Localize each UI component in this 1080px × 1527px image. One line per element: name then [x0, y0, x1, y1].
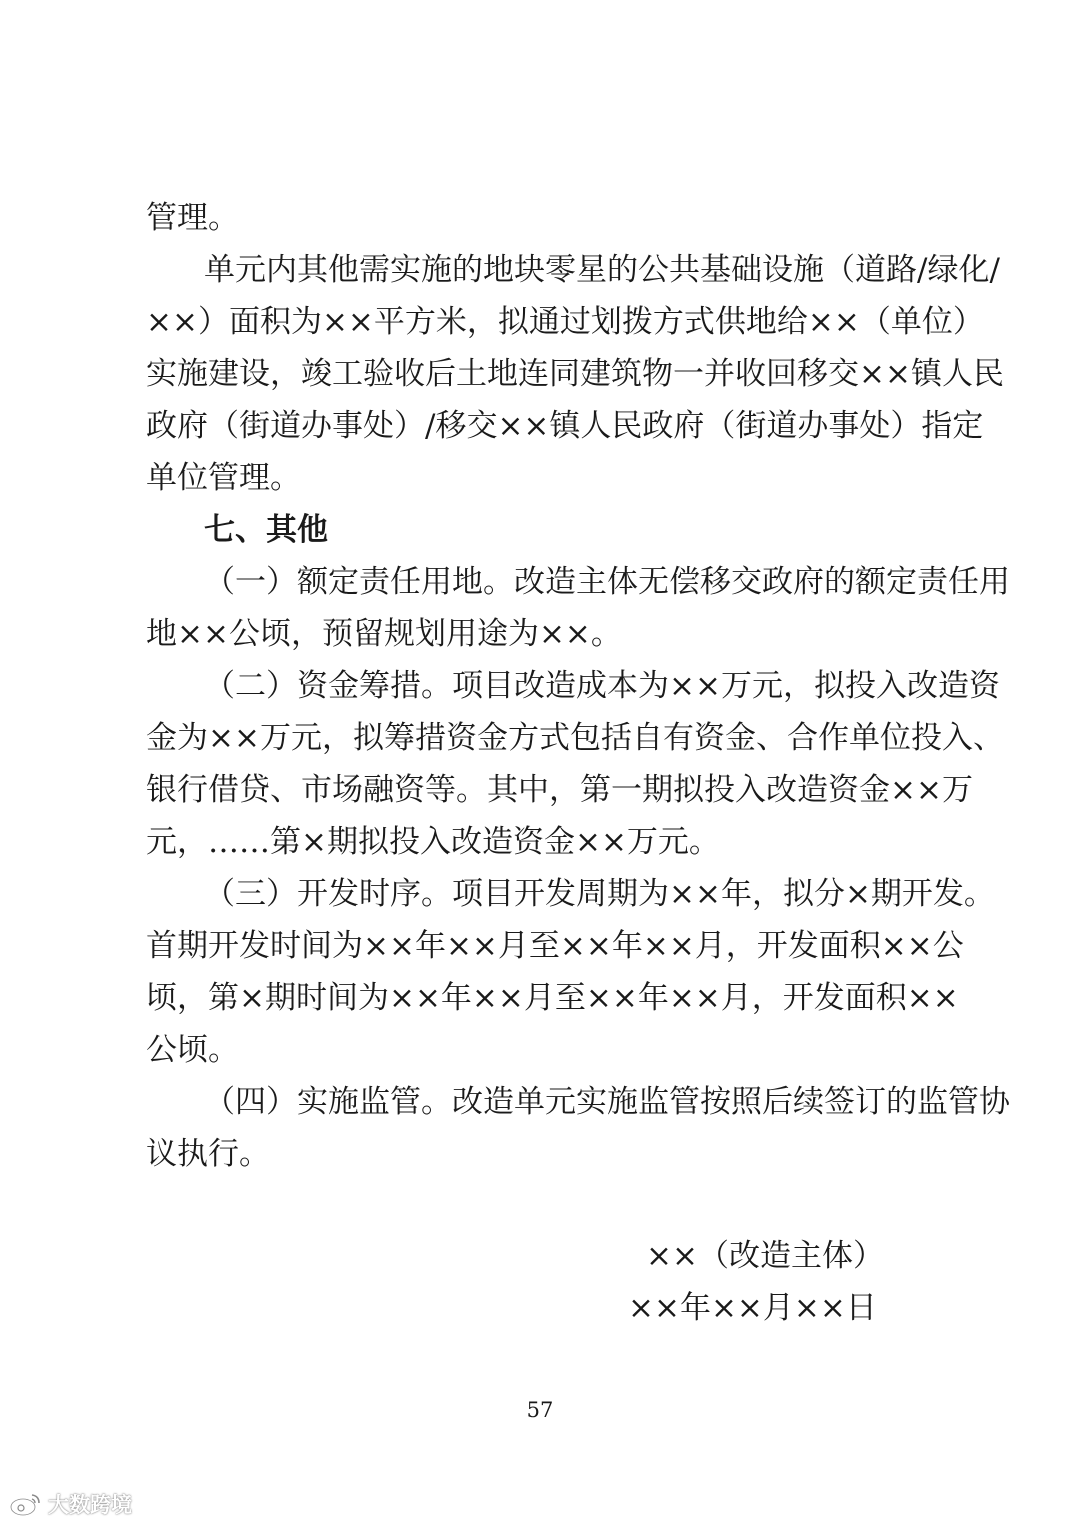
signature-date: ××年××月××日: [628, 1290, 877, 1326]
body-text-line: 单位管理。: [146, 460, 301, 496]
body-text-line: 政府（街道办事处）/移交××镇人民政府（街道办事处）指定: [146, 408, 984, 444]
body-text-line: 顷，第×期时间为××年××月至××年××月，开发面积××: [146, 980, 959, 1016]
section-heading: 七、其他: [204, 512, 328, 548]
body-text-line: 元，……第×期拟投入改造资金××万元。: [146, 824, 720, 860]
body-text-line: 管理。: [146, 200, 239, 236]
body-text-line: 议执行。: [146, 1136, 270, 1172]
body-text-line: （四）实施监管。改造单元实施监管按照后续签订的监管协: [204, 1084, 1010, 1120]
body-text-line: （三）开发时序。项目开发周期为××年，拟分×期开发。: [204, 876, 995, 912]
body-text-line: （一）额定责任用地。改造主体无偿移交政府的额定责任用: [204, 564, 1010, 600]
body-text-line: 实施建设，竣工验收后土地连同建筑物一并收回移交××镇人民: [146, 356, 1004, 392]
watermark-text: 大数跨境: [48, 1493, 132, 1517]
body-text-line: 首期开发时间为××年××月至××年××月，开发面积××公: [146, 928, 964, 964]
body-text-line: ××）面积为××平方米，拟通过划拨方式供地给××（单位）: [146, 304, 984, 340]
signature-entity: ××（改造主体）: [646, 1238, 884, 1274]
body-text-line: （二）资金筹措。项目改造成本为××万元，拟投入改造资: [204, 668, 1000, 704]
page-number: 57: [526, 1398, 554, 1422]
body-text-line: 银行借贷、市场融资等。其中，第一期拟投入改造资金××万: [146, 772, 973, 808]
weibo-logo-icon: [8, 1491, 42, 1517]
body-text-line: 地××公顷，预留规划用途为××。: [146, 616, 622, 652]
body-text-line: 金为××万元，拟筹措资金方式包括自有资金、合作单位投入、: [146, 720, 1004, 756]
watermark: [8, 1488, 132, 1520]
body-text-line: 公顷。: [146, 1032, 239, 1068]
body-text-line: 单元内其他需实施的地块零星的公共基础设施（道路/绿化/: [204, 252, 1000, 288]
